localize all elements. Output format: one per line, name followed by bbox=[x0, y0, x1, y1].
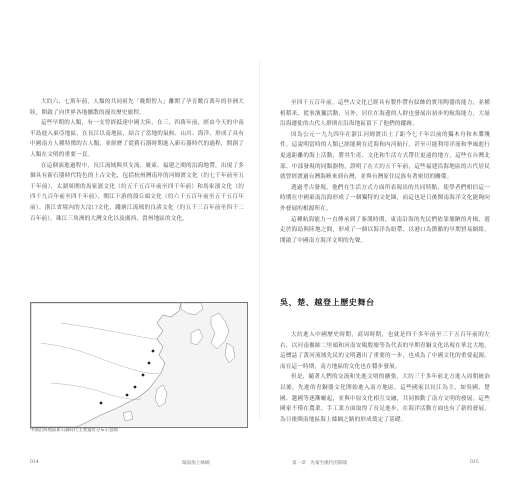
running-chapter-header: 第一章 先秦至漢代的開端 bbox=[292, 461, 348, 466]
map-caption: 中國沿海地區新石器時代主要遺址分布示意圖 bbox=[30, 428, 118, 433]
page-number: 014 bbox=[30, 460, 39, 465]
map-illustration bbox=[31, 303, 247, 427]
running-title: 閩南海上絲綢 bbox=[182, 461, 210, 466]
paragraph: 在這個演進過程中，長江流域與其支流、廣東、福建之間的沿海地帶，出現了多個具有新石器時代特色的上古文化，包括杭州灣南岸的河姆渡文化（約七千年前至五千年前）、太湖周圍的馬家濱文化（約五千五百年前至四千年前）和馬家濱文化（約四千九百年前至四千年前），閩江下游的殼丘頭文化（約六千五百年前至五千五百年前）、浙江省境內的大汶口文化，錢塘江流域的良渚文化（約五千三百年前至四千二百年前），珠江三角洲的大灣文化以及廣西、貴州地區的文化。 bbox=[30, 162, 244, 222]
paragraph: 這些早期的人類，有一支曾經抵達中國大陸，在三、四萬年前，經由今天的中南半島進入東亞地區，在長江以南地區，結合了當地的氣候、山川、海洋、形成了具有中國南方人種特徵的古人類，並經歷了從舊石器時期進入新石器時代的過程，開創了人類在文明的重要一頁。 bbox=[30, 120, 244, 158]
right-page-body-top bbox=[280, 98, 490, 246]
left-page-body bbox=[30, 97, 244, 224]
paragraph: 透過考古發現，他們在生活方式方面所表現出的共同特點，使學者們相信這一時期在中國東南沿海形成了一個獨特的文化圈，而這也是日後閩南海洋文化能夠向外發展的根源所在。 bbox=[280, 184, 490, 212]
paragraph: 大約進入中國歷史時期，商周時期，也就是四千多年前至三千五百年前的左右，以河南偃師二里頭和河南安陽殷墟等為代表的早期青銅文化出現在華北大地，這標誌了黃河流域先民的文明邁出了重要的一步，也成為了中國文化的重要起源。而在這一時期，南方地區的文化也在穩步發展。 bbox=[280, 332, 490, 370]
paragraph: 因為公元一九九四年在浙江河姆渡出土了距今七千年以前的獨木舟和木槳殘件，這說明當時的人類已經能夠在近海和內河航行，甚至可能利用洋流和季風進行更遠距離的海上活動，將其生產、文化和生活方式帶往更遠的地方。這些在台灣北部、中部發現的同類器物，證明了在大約五千年前，這些福建沿海地區的古代居民就曾經渡過台灣海峽來到台灣，並與台灣原住民族有著密切的關係。 bbox=[280, 131, 490, 181]
paragraph: 大約六、七萬年前，人類的共同祖先「晚期智人」離開了孕育數百萬年的非洲大陸，開啟了向世界各地擴散的漫長歷史旅程。 bbox=[30, 99, 244, 116]
map-figure bbox=[30, 302, 248, 428]
right-page-body-bottom bbox=[280, 330, 490, 425]
paragraph: 至四千五百年前，這些古文化已經具有製作帶有紋飾的實用陶器的能力，並種植稻米、從事漁獵活動，另外，居住在海邊的人群也發展出初步的航海能力，大量沿海遷徙的古代人群則在沿海地區留下了他們的蹤跡。 bbox=[280, 100, 490, 128]
section-heading: 吳、楚、越登上歷史舞台 bbox=[280, 297, 375, 307]
right-page bbox=[260, 0, 520, 500]
paragraph: 這種航海能力一直傳承到了秦漢時期，東南沿海的先民們依靠簡陋的舟楫，遊走於海島與陸地之間，形成了一個以海洋為紐帶、以港口為節點的早期貿易網絡，開啟了中國南方海洋文明的先聲。 bbox=[280, 216, 490, 244]
paragraph: 但是，隨著人們的交流和先進文明的擴張，大約三千多年前北方進入周朝統治以後，先進的青銅器文化開始進入南方地區，這些國家以長江為主，如吳國、楚國、越國等逐漸崛起，並與中原文化相互交融，共同推動了南方文明的發展。這些國家不僅在農業、手工業方面取得了長足進步，在海洋活動方面也有了新的發展，為日後閩南地區海上絲綢之路的形成奠定了基礎。 bbox=[280, 374, 490, 423]
page-number: 015 bbox=[470, 460, 479, 465]
